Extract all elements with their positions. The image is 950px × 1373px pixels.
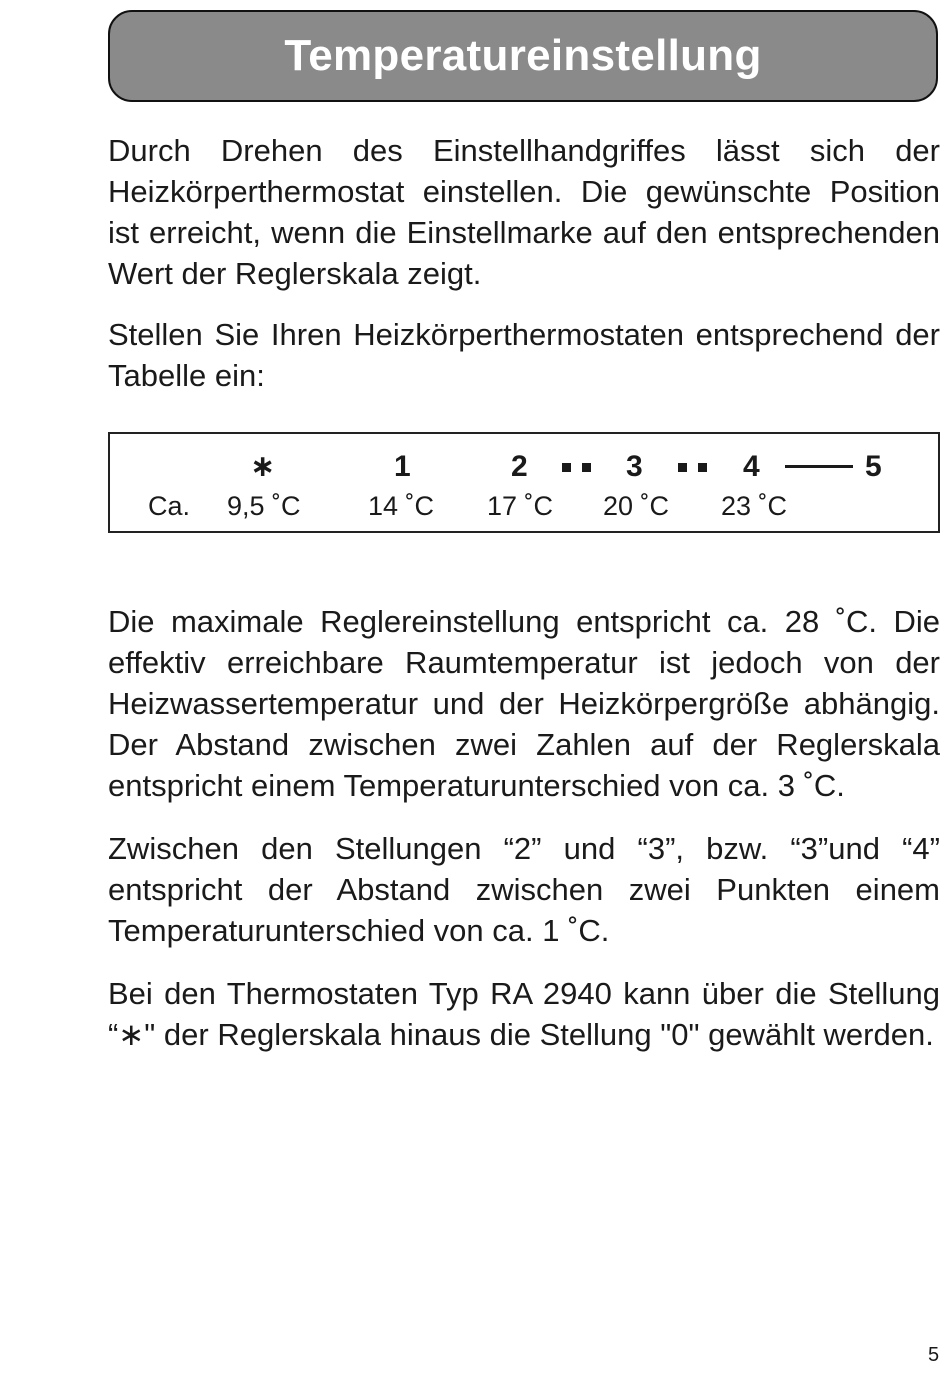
scale-dots-2-3	[560, 463, 594, 473]
paragraph-zero-position: Bei den Thermostaten Typ RA 2940 kann über die Stellung “∗" der Reglerskala hinaus die Stellung "0" gewählt werden.	[108, 976, 940, 1052]
temp-value-2: 17 ˚C	[487, 491, 554, 521]
page-title: Temperatureinstellung	[284, 31, 762, 80]
paragraph-dots-explanation: Zwischen den Stellungen “2” und “3”, bzw. “3”und “4” entspricht der Abstand zwischen zwei Punkten einem Temperaturunterschied von ca. 1 ˚C.	[108, 831, 940, 948]
page-number: 5	[928, 1344, 940, 1366]
scale-line-4-5	[785, 465, 853, 468]
paragraph-instruction: Stellen Sie Ihren Heizkörperthermostaten entsprechend der Tabelle ein:	[108, 317, 940, 393]
temp-value-3: 20 ˚C	[603, 491, 670, 521]
setting-table	[108, 432, 940, 533]
scale-value-4: 4	[743, 450, 760, 483]
scale-value-2: 2	[511, 450, 528, 483]
temp-value-4: 23 ˚C	[721, 491, 788, 521]
scale-value-1: 1	[394, 450, 411, 483]
scale-dots-3-4	[676, 463, 710, 473]
temp-value-1: 14 ˚C	[368, 491, 435, 521]
temp-prefix: Ca.	[148, 491, 191, 521]
scale-value-3: 3	[626, 450, 643, 483]
temp-value-frost: 9,5 ˚C	[227, 491, 301, 521]
paragraph-intro: Durch Drehen des Einstellhandgriffes lässt sich der Heizkörperthermostat einstellen. Die gewünschte Position ist erreicht, wenn die Einstellmarke auf den entsprechenden Wert der Reglerskala zeigt.	[108, 133, 940, 291]
scale-value-5: 5	[865, 450, 882, 483]
title-banner	[108, 10, 938, 102]
paragraph-max-setting: Die maximale Reglereinstellung entspricht ca. 28 ˚C. Die effektiv erreichbare Raumtemperatur ist jedoch von der Heizwassertemperatur und der Heizkörpergröße abhängig. Der Abstand zwischen zwei Zahlen auf der Reglerskala entspricht einem Temperaturunterschied von ca. 3 ˚C.	[108, 604, 940, 803]
scale-symbol-frost: ∗	[250, 450, 276, 483]
